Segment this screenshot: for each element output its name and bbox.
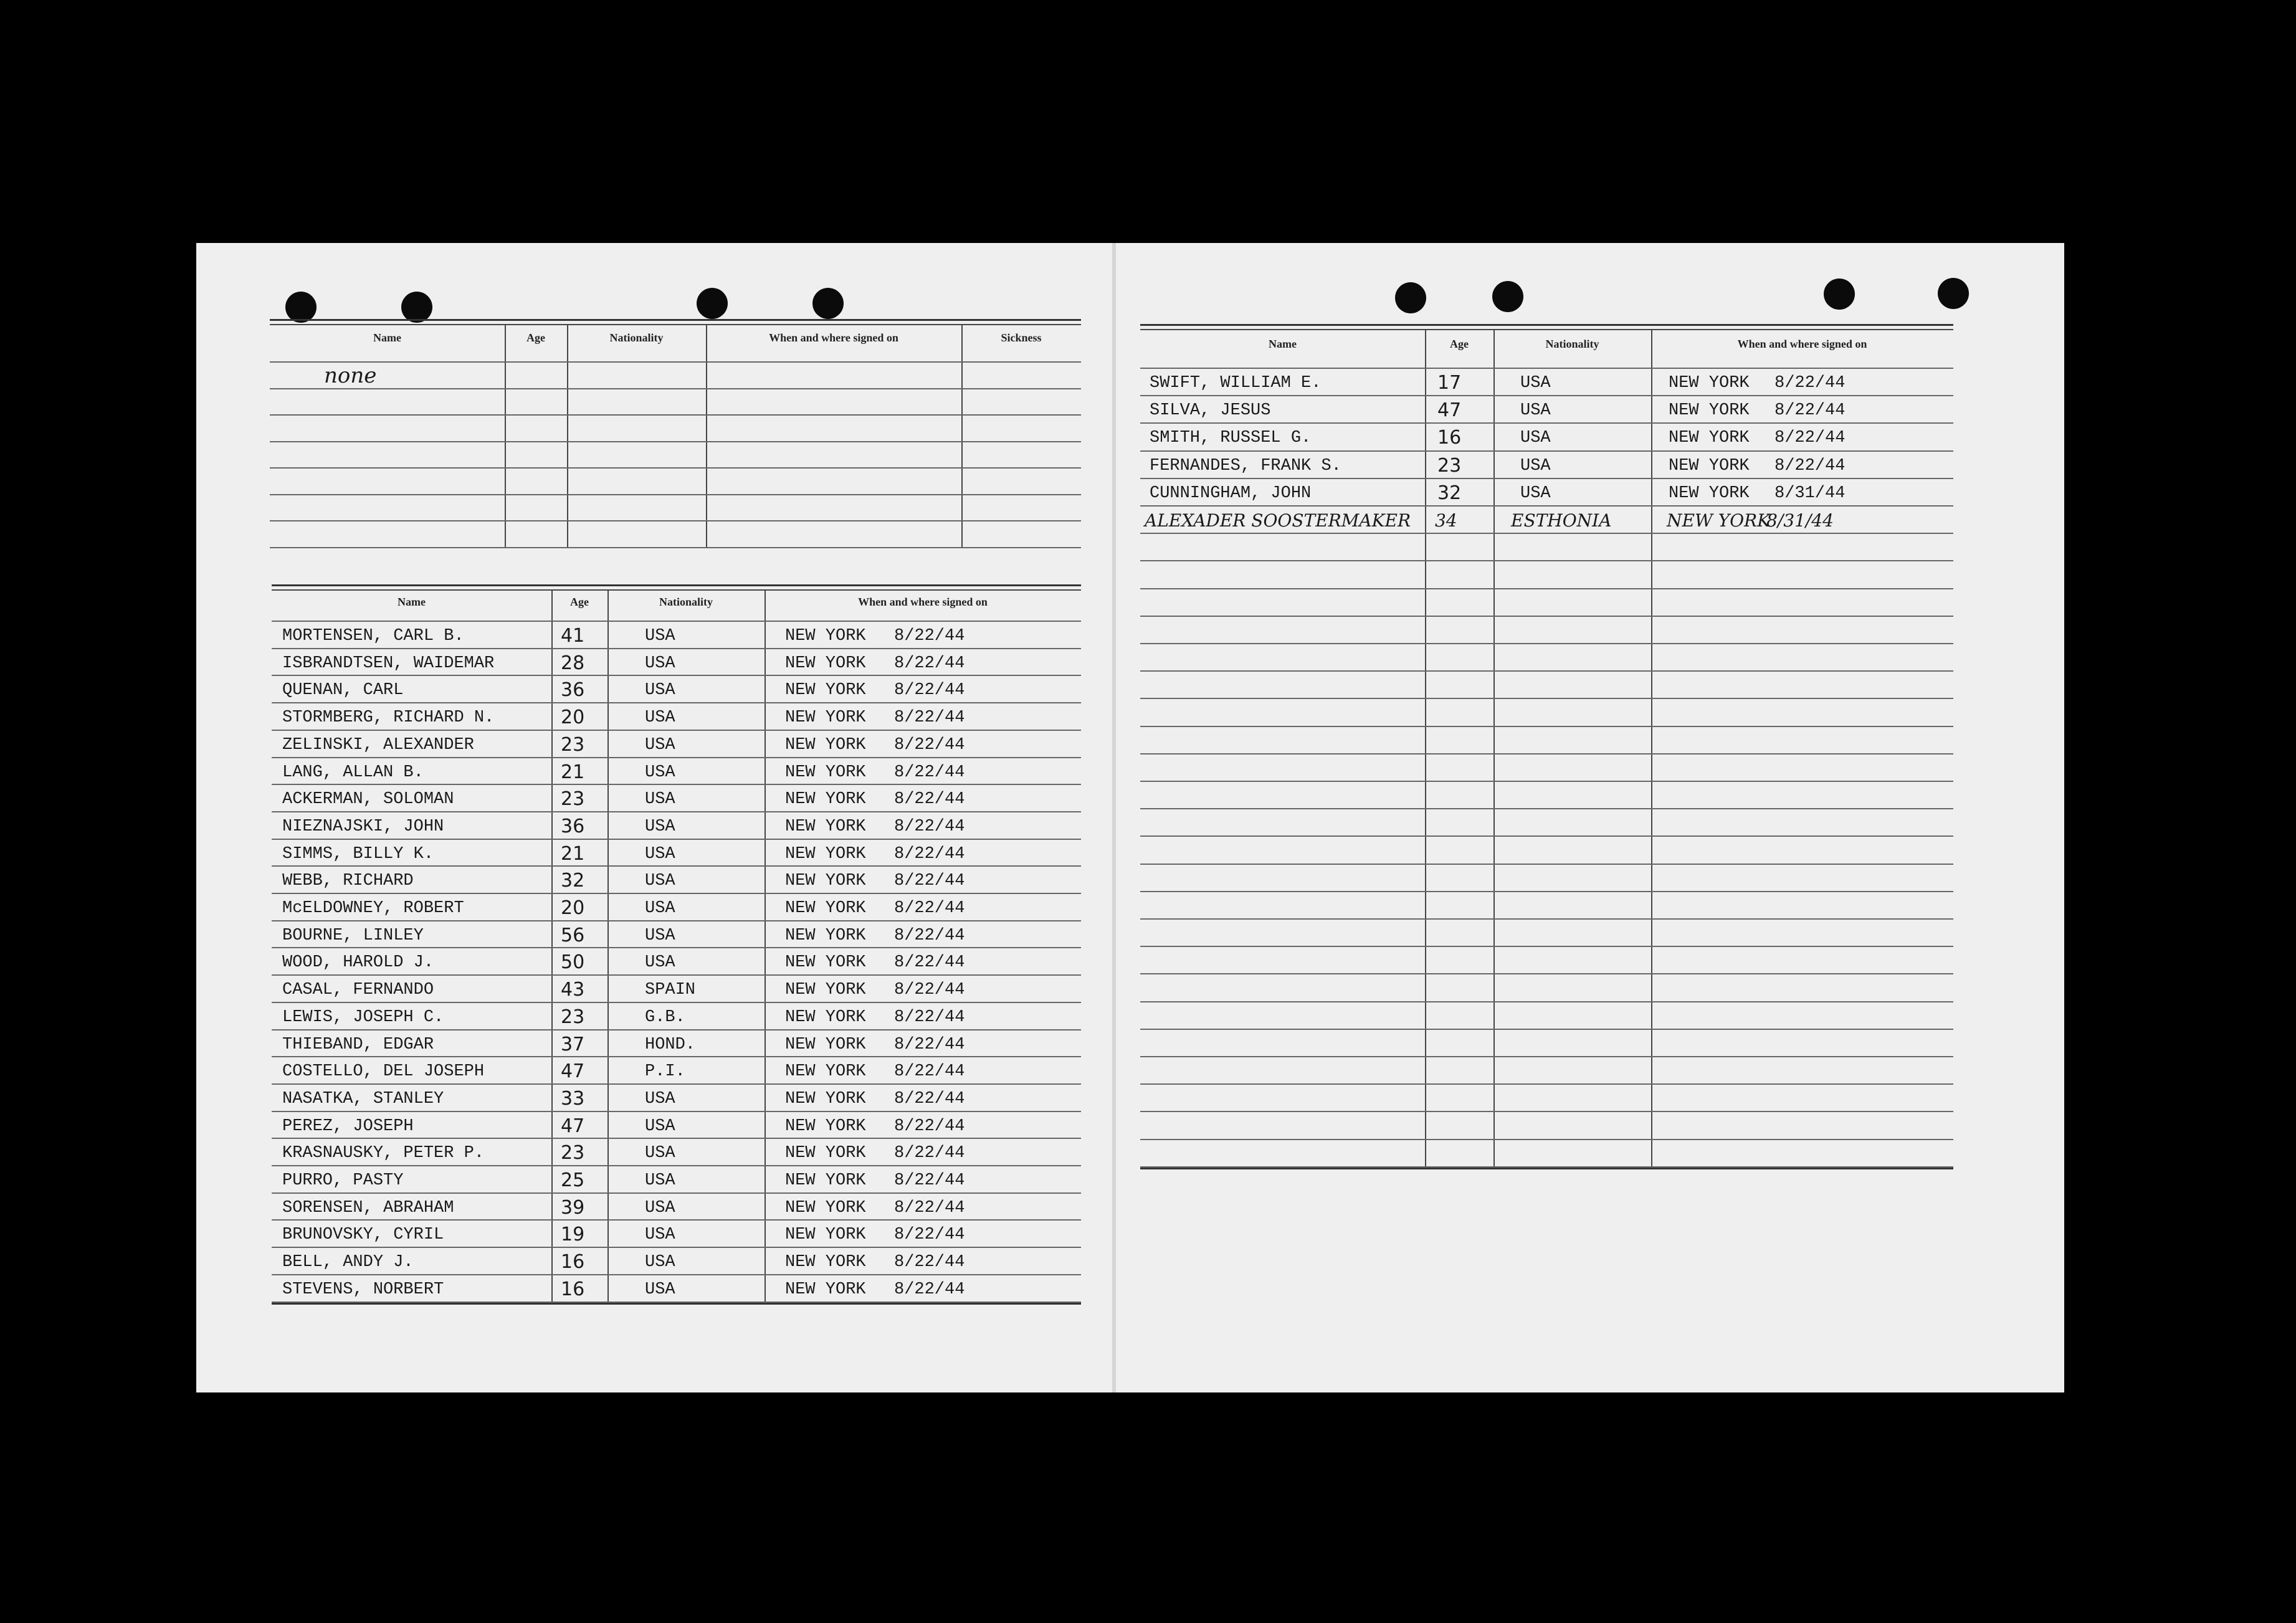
seaman-name: LEWIS, JOSEPH C. <box>282 1007 444 1027</box>
row-rule <box>272 974 1081 976</box>
right-top-rule <box>1140 324 1953 326</box>
row-rule <box>272 920 1081 921</box>
seaman-age: 56 <box>561 924 585 946</box>
right-bottom-rule <box>1140 1168 1953 1169</box>
column-divider <box>706 324 707 547</box>
row-rule <box>1140 395 1953 396</box>
seaman-name: LANG, ALLAN B. <box>282 763 424 782</box>
column-header-signed-on: When and where signed on <box>769 331 898 344</box>
seaman-name: PURRO, PASTY <box>282 1171 404 1190</box>
column-header-sickness: Sickness <box>1001 331 1042 344</box>
column-divider <box>567 324 568 547</box>
column-header-name: Name <box>373 331 401 344</box>
seaman-nationality: USA <box>645 1089 675 1108</box>
signed-on-date: 8/22/44 <box>894 735 965 754</box>
seaman-name: ZELINSKI, ALEXANDER <box>282 735 474 754</box>
row-rule <box>272 648 1081 649</box>
seaman-age: 23 <box>1437 454 1462 477</box>
signed-on-date: 8/22/44 <box>894 1280 965 1299</box>
seaman-name: ISBRANDTSEN, WAIDEMAR <box>282 654 495 673</box>
seaman-name: NASATKA, STANLEY <box>282 1089 444 1108</box>
seaman-age: 23 <box>561 1142 585 1164</box>
signed-on-date: 8/22/44 <box>894 981 965 1000</box>
row-rule <box>1140 1056 1953 1057</box>
row-rule <box>1140 891 1953 892</box>
signed-on-place: NEW YORK <box>785 844 866 864</box>
row-rule <box>272 784 1081 785</box>
row-rule <box>270 388 1081 389</box>
seaman-age: 23 <box>561 1006 585 1028</box>
signed-on-date: 8/22/44 <box>894 1116 965 1136</box>
seaman-age: 23 <box>561 733 585 756</box>
seaman-nationality: USA <box>645 790 675 809</box>
signed-on-date: 8/22/44 <box>894 708 965 728</box>
seaman-age: 39 <box>561 1196 585 1219</box>
seaman-nationality: USA <box>645 627 675 645</box>
seaman-age: 25 <box>561 1169 585 1191</box>
signed-on-place: NEW YORK <box>1669 483 1750 503</box>
seaman-nationality: USA <box>645 763 675 782</box>
signed-on-date: 8/22/44 <box>894 1226 965 1245</box>
row-rule <box>272 1165 1081 1166</box>
row-rule <box>1140 973 1953 974</box>
seaman-nationality: USA <box>645 1280 675 1299</box>
right-top-rule-2 <box>1140 329 1953 330</box>
seaman-name: ALEXADER SOOSTERMAKER <box>1145 510 1411 531</box>
signed-on-date: 8/22/44 <box>894 1089 965 1108</box>
row-rule <box>1140 835 1953 837</box>
row-rule <box>272 839 1081 840</box>
row-rule <box>272 621 1081 622</box>
column-divider <box>1425 329 1426 1166</box>
column-divider <box>505 324 506 547</box>
signed-on-place: NEW YORK <box>1669 456 1750 475</box>
seaman-age: 19 <box>561 1224 585 1246</box>
seaman-nationality: HOND. <box>645 1035 696 1054</box>
seaman-nationality: USA <box>1520 429 1551 448</box>
signed-on-place: NEW YORK <box>1669 374 1750 393</box>
column-header-age: Age <box>1450 338 1469 350</box>
seaman-nationality: USA <box>645 1198 675 1217</box>
punch-hole <box>1938 278 1969 309</box>
row-rule <box>272 730 1081 731</box>
seaman-name: BELL, ANDY J. <box>282 1253 414 1272</box>
row-rule <box>1140 753 1953 754</box>
signed-on-date: 8/22/44 <box>1774 429 1846 448</box>
seaman-age: 36 <box>561 815 585 837</box>
seaman-age: 20 <box>561 897 585 919</box>
signed-on-date: 8/22/44 <box>894 1144 965 1163</box>
row-rule <box>1140 422 1953 424</box>
row-rule <box>1140 670 1953 672</box>
seaman-age: 21 <box>561 842 585 865</box>
seaman-age: 20 <box>561 707 585 729</box>
signed-on-date: 8/22/44 <box>894 1062 965 1082</box>
seaman-nationality: USA <box>645 654 675 673</box>
seaman-name: KRASNAUSKY, PETER P. <box>282 1144 485 1163</box>
row-rule <box>1140 450 1953 452</box>
seaman-name: QUENAN, CARL <box>282 681 404 700</box>
row-rule <box>1140 946 1953 947</box>
signed-on-place: NEW YORK <box>785 1280 866 1299</box>
signed-on-place: NEW YORK <box>785 1144 866 1163</box>
signed-on-place: NEW YORK <box>785 872 866 891</box>
seaman-age: 16 <box>561 1251 585 1273</box>
signed-on-place: NEW YORK <box>785 763 866 782</box>
seaman-age: 16 <box>1437 427 1462 449</box>
seaman-name: SWIFT, WILLIAM E. <box>1150 374 1322 393</box>
signed-on-date: 8/22/44 <box>894 1035 965 1054</box>
seaman-nationality: USA <box>645 817 675 836</box>
signed-on-place: NEW YORK <box>785 1226 866 1245</box>
seaman-nationality: USA <box>1520 401 1551 421</box>
seaman-nationality: USA <box>645 899 675 918</box>
row-rule <box>272 1083 1081 1085</box>
signed-on-date: 8/22/44 <box>894 899 965 918</box>
row-rule <box>1140 1001 1953 1002</box>
seaman-name: BRUNOVSKY, CYRIL <box>282 1226 444 1245</box>
signed-on-place: NEW YORK <box>785 953 866 973</box>
seaman-nationality: USA <box>645 708 675 728</box>
row-rule <box>1140 1083 1953 1085</box>
seaman-age: 32 <box>1437 482 1462 504</box>
row-rule <box>1140 533 1953 534</box>
crew-list-sheet <box>196 243 2064 1392</box>
seaman-name: SMITH, RUSSEL G. <box>1150 429 1312 448</box>
column-header-age: Age <box>526 331 545 344</box>
row-rule <box>270 441 1081 442</box>
row-rule <box>1140 643 1953 644</box>
signed-on-place: NEW YORK <box>785 654 866 673</box>
seaman-age: 17 <box>1437 372 1462 394</box>
seaman-age: 47 <box>1437 399 1462 422</box>
seaman-name: FERNANDES, FRANK S. <box>1150 456 1341 475</box>
seaman-name: THIEBAND, EDGAR <box>282 1035 434 1054</box>
signed-on-place: NEW YORK <box>785 708 866 728</box>
seaman-nationality: USA <box>645 1253 675 1272</box>
row-rule <box>272 1138 1081 1139</box>
seaman-nationality: G.B. <box>645 1007 685 1027</box>
signed-on-date: 8/22/44 <box>894 953 965 973</box>
signed-on-date: 8/22/44 <box>894 817 965 836</box>
seaman-name: SILVA, JESUS <box>1150 401 1271 421</box>
row-rule <box>272 865 1081 867</box>
seaman-age: 28 <box>561 652 585 674</box>
seaman-nationality: USA <box>645 1144 675 1163</box>
seaman-name: WEBB, RICHARD <box>282 872 414 891</box>
signed-on-date: 8/31/44 <box>1774 483 1846 503</box>
seaman-name: SORENSEN, ABRAHAM <box>282 1198 454 1217</box>
discharged-top-rule-2 <box>272 589 1081 591</box>
signed-on-place: NEW YORK <box>785 1007 866 1027</box>
seaman-nationality: USA <box>645 1226 675 1245</box>
signed-on-place: NEW YORK <box>1667 510 1771 531</box>
seaman-age: 50 <box>561 951 585 974</box>
signed-on-place: NEW YORK <box>785 1253 866 1272</box>
seaman-age: 16 <box>561 1278 585 1300</box>
row-rule <box>272 757 1081 758</box>
signed-on-date: 8/22/44 <box>894 654 965 673</box>
signed-on-place: NEW YORK <box>785 1198 866 1217</box>
seaman-name: SIMMS, BILLY K. <box>282 844 434 864</box>
signed-on-place: NEW YORK <box>1669 429 1750 448</box>
seaman-nationality: USA <box>645 681 675 700</box>
row-rule <box>272 1111 1081 1112</box>
signed-on-date: 8/22/44 <box>894 844 965 864</box>
row-rule <box>1140 560 1953 561</box>
signed-on-place: NEW YORK <box>785 735 866 754</box>
seaman-age: 23 <box>561 788 585 811</box>
left-page <box>196 243 1112 1392</box>
seaman-age: 33 <box>561 1087 585 1110</box>
punch-hole <box>1395 282 1426 313</box>
row-rule <box>1140 808 1953 809</box>
seaman-name: ACKERMAN, SOLOMAN <box>282 790 454 809</box>
column-header-name: Name <box>398 596 426 608</box>
column-divider <box>1493 329 1495 1166</box>
row-rule <box>270 467 1081 469</box>
seaman-name: STORMBERG, RICHARD N. <box>282 708 495 728</box>
signed-on-date: 8/22/44 <box>894 1007 965 1027</box>
punch-hole <box>401 292 432 323</box>
signed-on-date: 8/22/44 <box>894 1171 965 1190</box>
signed-on-place: NEW YORK <box>785 1035 866 1054</box>
seaman-age: 41 <box>561 625 585 647</box>
column-divider <box>1651 329 1652 1166</box>
seaman-age: 34 <box>1435 510 1457 531</box>
seaman-name: McELDOWNEY, ROBERT <box>282 899 464 918</box>
seaman-nationality: P.I. <box>645 1062 685 1082</box>
row-rule <box>1140 1139 1953 1140</box>
signed-on-place: NEW YORK <box>785 926 866 945</box>
discharged-top-rule <box>272 584 1081 586</box>
row-rule <box>1140 781 1953 782</box>
signed-on-date: 8/22/44 <box>894 627 965 645</box>
row-rule <box>272 893 1081 894</box>
seaman-nationality: SPAIN <box>645 981 696 1000</box>
seaman-name: CASAL, FERNANDO <box>282 981 434 1000</box>
row-rule <box>1140 478 1953 479</box>
column-divider <box>961 324 963 547</box>
signed-on-place: NEW YORK <box>785 681 866 700</box>
row-rule <box>1140 726 1953 727</box>
signed-on-place: NEW YORK <box>785 790 866 809</box>
row-rule <box>272 1274 1081 1275</box>
signed-on-place: NEW YORK <box>785 1062 866 1082</box>
seaman-nationality: USA <box>645 872 675 891</box>
hospital-top-rule-2 <box>270 324 1081 325</box>
seaman-name: COSTELLO, DEL JOSEPH <box>282 1062 485 1082</box>
seaman-nationality: USA <box>645 953 675 973</box>
row-rule <box>1140 698 1953 699</box>
seaman-nationality: USA <box>645 1116 675 1136</box>
signed-on-place: NEW YORK <box>785 899 866 918</box>
seaman-name: NIEZNAJSKI, JOHN <box>282 817 444 836</box>
seaman-age: 21 <box>561 761 585 783</box>
column-divider <box>765 589 766 1302</box>
seaman-age: 43 <box>561 979 585 1001</box>
row-rule <box>270 520 1081 521</box>
seaman-name: STEVENS, NORBERT <box>282 1280 444 1299</box>
column-header-signed-on: When and where signed on <box>858 596 988 608</box>
row-rule <box>270 414 1081 416</box>
signed-on-date: 8/22/44 <box>894 1198 965 1217</box>
row-rule <box>272 1219 1081 1221</box>
seaman-nationality: ESTHONIA <box>1511 510 1612 531</box>
right-page <box>1112 243 2064 1392</box>
signed-on-date: 8/22/44 <box>1774 456 1846 475</box>
punch-hole <box>697 288 728 319</box>
seaman-age: 37 <box>561 1033 585 1055</box>
row-rule <box>270 494 1081 495</box>
row-rule <box>272 675 1081 676</box>
signed-on-date: 8/22/44 <box>894 681 965 700</box>
seaman-nationality: USA <box>1520 374 1551 393</box>
signed-on-date: 8/22/44 <box>1774 401 1846 421</box>
signed-on-place: NEW YORK <box>785 1116 866 1136</box>
row-rule <box>272 1192 1081 1194</box>
signed-on-place: NEW YORK <box>785 817 866 836</box>
seaman-nationality: USA <box>645 735 675 754</box>
seaman-name: MORTENSEN, CARL B. <box>282 627 464 645</box>
column-divider <box>607 589 609 1302</box>
signed-on-place: NEW YORK <box>785 1171 866 1190</box>
seaman-name: BOURNE, LINLEY <box>282 926 424 945</box>
row-rule <box>1140 1029 1953 1030</box>
signed-on-date: 8/22/44 <box>894 790 965 809</box>
punch-hole <box>285 292 317 323</box>
row-rule <box>1140 864 1953 865</box>
row-rule <box>272 1029 1081 1030</box>
punch-hole <box>1824 278 1855 310</box>
hospital-top-rule <box>270 319 1081 321</box>
seaman-age: 47 <box>561 1060 585 1083</box>
signed-on-date: 8/31/44 <box>1766 510 1834 531</box>
column-divider <box>551 589 553 1302</box>
signed-on-date: 8/22/44 <box>894 872 965 891</box>
seaman-nationality: USA <box>1520 483 1551 503</box>
row-rule <box>272 1002 1081 1003</box>
column-header-signed-on: When and where signed on <box>1737 338 1867 350</box>
signed-on-date: 8/22/44 <box>894 1253 965 1272</box>
signed-on-date: 8/22/44 <box>894 763 965 782</box>
seaman-age: 47 <box>561 1115 585 1137</box>
column-header-nationality: Nationality <box>609 331 664 344</box>
column-header-name: Name <box>1269 338 1297 350</box>
row-rule <box>270 547 1081 548</box>
signed-on-place: NEW YORK <box>1669 401 1750 421</box>
row-rule <box>270 361 1081 363</box>
seaman-nationality: USA <box>645 1171 675 1190</box>
signed-on-place: NEW YORK <box>785 981 866 1000</box>
signed-on-place: NEW YORK <box>785 627 866 645</box>
signed-on-place: NEW YORK <box>785 1089 866 1108</box>
handwritten-entry: none <box>324 363 377 388</box>
row-rule <box>272 947 1081 948</box>
row-rule <box>1140 1111 1953 1112</box>
seaman-name: PEREZ, JOSEPH <box>282 1116 414 1136</box>
signed-on-date: 8/22/44 <box>894 926 965 945</box>
seaman-nationality: USA <box>645 844 675 864</box>
discharged-bottom-rule <box>272 1303 1081 1305</box>
seaman-age: 36 <box>561 679 585 702</box>
column-header-age: Age <box>570 596 589 608</box>
column-header-nationality: Nationality <box>1545 338 1599 350</box>
row-rule <box>1140 918 1953 920</box>
row-rule <box>1140 588 1953 589</box>
seaman-age: 32 <box>561 870 585 892</box>
seaman-nationality: USA <box>645 926 675 945</box>
row-rule <box>272 1056 1081 1057</box>
column-header-nationality: Nationality <box>659 596 713 608</box>
punch-hole <box>812 288 844 319</box>
signed-on-date: 8/22/44 <box>1774 374 1846 393</box>
row-rule <box>272 1247 1081 1248</box>
seaman-nationality: USA <box>1520 456 1551 475</box>
row-rule <box>272 811 1081 812</box>
seaman-name: CUNNINGHAM, JOHN <box>1150 483 1312 503</box>
row-rule <box>1140 616 1953 617</box>
seaman-name: WOOD, HAROLD J. <box>282 953 434 973</box>
row-rule <box>1140 368 1953 369</box>
row-rule <box>272 702 1081 703</box>
row-rule <box>1140 505 1953 507</box>
punch-hole <box>1492 281 1523 312</box>
